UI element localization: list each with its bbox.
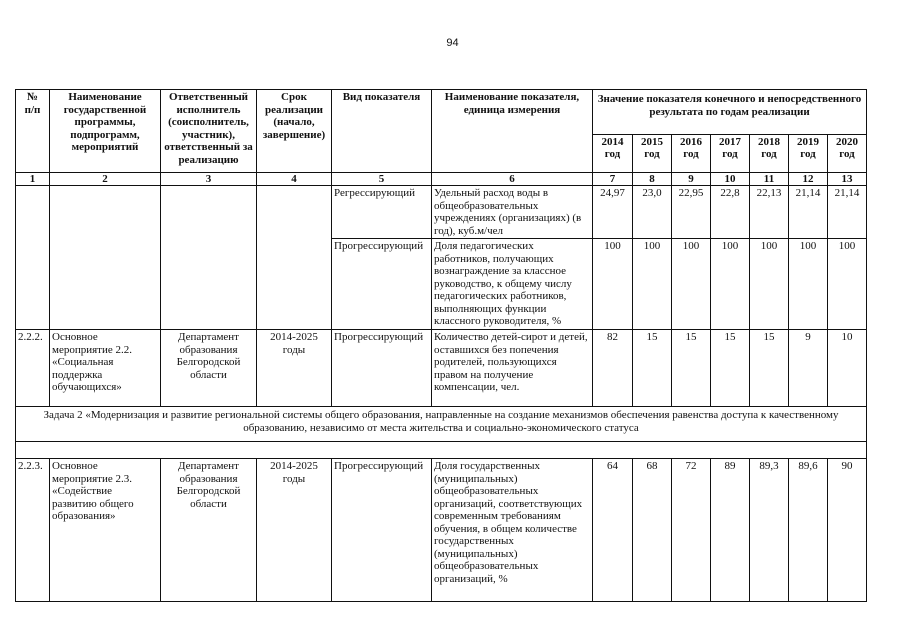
row-value: 100 [633,239,672,330]
header-period: Срок реализации (начало, завершение) [257,90,332,173]
row-value: 15 [633,330,672,407]
row-value: 89,3 [750,459,789,602]
row-executor: Департамент образования Белгородской области [161,459,257,602]
header-row [16,90,867,135]
row-kind: Прогрессирующий [332,239,432,330]
col-number: 5 [332,173,432,186]
col-number: 9 [672,173,711,186]
row-value: 15 [750,330,789,407]
header-year: 2019 год [789,135,828,173]
col-number: 13 [828,173,867,186]
header-year: 2018 год [750,135,789,173]
row-period [257,186,332,330]
header-year: 2017 год [711,135,750,173]
row-indicator: Доля государственных (муниципальных) общеобразовательных организаций, соответствующих современным требованиям обучения, в общем количестве государственных (муниципальных) общеобразовательных организаций, % [432,459,593,602]
page-number: 94 [446,37,459,49]
indicator-table [15,89,867,602]
row-num: 2.2.2. [16,330,50,407]
row-value: 90 [828,459,867,602]
header-kind: Вид показателя [332,90,432,173]
row-period: 2014-2025 годы [257,459,332,602]
task-row [16,407,867,442]
row-value: 89,6 [789,459,828,602]
row-executor [161,186,257,330]
col-number: 12 [789,173,828,186]
row-value: 100 [750,239,789,330]
col-number: 10 [711,173,750,186]
table-row [16,330,867,407]
row-value: 72 [672,459,711,602]
row-executor: Департамент образования Белгородской области [161,330,257,407]
row-value: 21,14 [828,186,867,239]
row-value: 100 [593,239,633,330]
row-kind: Прогрессирующий [332,330,432,407]
header-year: 2015 год [633,135,672,173]
header-year: 2016 год [672,135,711,173]
row-value: 82 [593,330,633,407]
spacer [16,442,867,459]
task-heading: Задача 2 «Модернизация и развитие региональной системы общего образования, направленные на создание механизмов обеспечения равенства доступа к качественному образованию, независимо от места жительства и социально-экономического статуса [16,407,867,442]
row-value: 100 [789,239,828,330]
header-year: 2020 год [828,135,867,173]
row-value: 64 [593,459,633,602]
row-value: 100 [828,239,867,330]
header-year: 2014 год [593,135,633,173]
row-program [50,186,161,330]
header-indicator: Наименование показателя, единица измерения [432,90,593,173]
col-number: 2 [50,173,161,186]
row-value: 68 [633,459,672,602]
row-kind: Прогрессирующий [332,459,432,602]
col-number: 6 [432,173,593,186]
row-value: 24,97 [593,186,633,239]
row-value: 89 [711,459,750,602]
col-number: 3 [161,173,257,186]
row-num: 2.2.3. [16,459,50,602]
col-number: 7 [593,173,633,186]
table-row [16,186,867,239]
row-value: 100 [711,239,750,330]
row-program: Основное мероприятие 2.2. «Социальная поддержка обучающихся» [50,330,161,407]
header-program: Наименование государственной программы, подпрограмм, мероприятий [50,90,161,173]
row-value: 10 [828,330,867,407]
row-value: 22,13 [750,186,789,239]
row-value: 22,95 [672,186,711,239]
row-value: 15 [672,330,711,407]
col-number: 4 [257,173,332,186]
row-period: 2014-2025 годы [257,330,332,407]
header-num: № п/п [16,90,50,173]
header-values-group: Значение показателя конечного и непосредственного результата по годам реализации [593,90,867,135]
row-num [16,186,50,330]
col-number: 8 [633,173,672,186]
row-value: 15 [711,330,750,407]
header-executor: Ответственный исполнитель (соисполнитель, участник), ответственный за реализацию [161,90,257,173]
row-indicator: Доля педагогических работников, получающих вознаграждение за классное руководство, к общему числу педагогических работников, выполняющих функции классного руководителя, % [432,239,593,330]
column-number-row [16,173,867,186]
col-number: 1 [16,173,50,186]
row-value: 9 [789,330,828,407]
table-row [16,459,867,602]
col-number: 11 [750,173,789,186]
row-value: 21,14 [789,186,828,239]
spacer-row [16,442,867,459]
row-kind: Регрессирующий [332,186,432,239]
row-value: 100 [672,239,711,330]
row-value: 23,0 [633,186,672,239]
row-value: 22,8 [711,186,750,239]
row-indicator: Количество детей-сирот и детей, оставшихся без попечения родителей, пользующихся правом на получение компенсации, чел. [432,330,593,407]
row-program: Основное мероприятие 2.3. «Содействие развитию общего образования» [50,459,161,602]
row-indicator: Удельный расход воды в общеобразовательных учреждениях (организациях) (в год), куб.м/чел [432,186,593,239]
